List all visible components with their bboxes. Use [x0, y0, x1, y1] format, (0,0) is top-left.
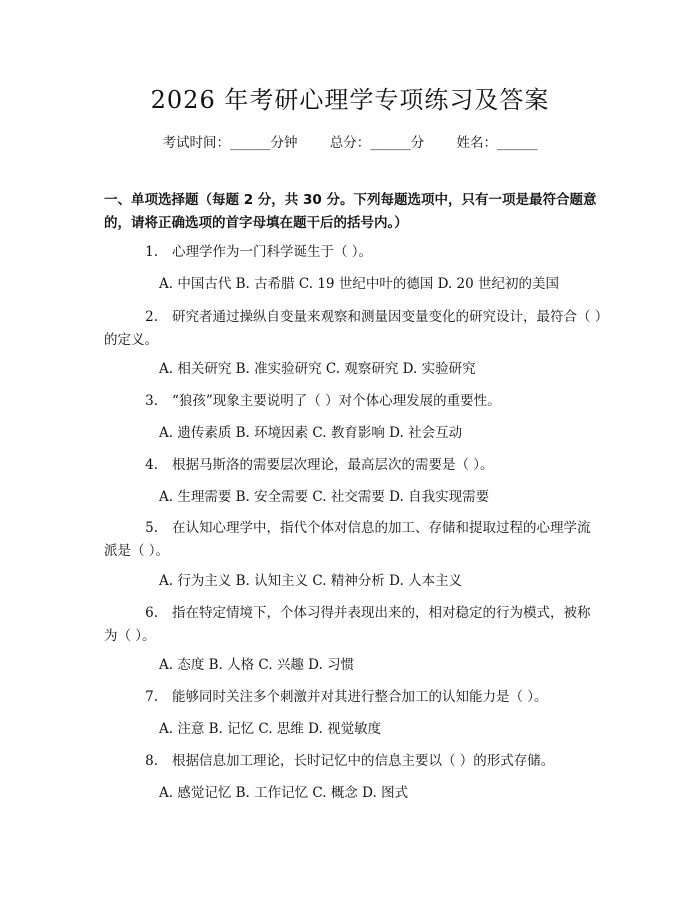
- question-1: [104, 241, 602, 264]
- question-number: 5.: [145, 520, 158, 536]
- question-number: 8.: [145, 753, 158, 769]
- question-stem: 根据马斯洛的需要层次理论，最高层次的需要是（ ）。: [172, 457, 494, 473]
- exam-time-field: 考试时间：______分钟: [162, 135, 298, 151]
- question-4: [104, 454, 602, 477]
- question-1-options: A. 中国古代 B. 古希腊 C. 19 世纪中叶的德国 D. 20 世纪初的美国: [159, 276, 560, 292]
- question-stem: 心理学作为一门科学诞生于（ ）。: [172, 244, 373, 260]
- question-stem: 指在特定情境下，个体习得并表现出来的，相对稳定的行为模式，被称为（ ）。: [104, 605, 591, 644]
- question-6-options: A. 态度 B. 人格 C. 兴趣 D. 习惯: [159, 657, 355, 673]
- question-number: 4.: [145, 457, 158, 473]
- question-number: 1.: [145, 244, 158, 260]
- question-2-options: A. 相关研究 B. 准实验研究 C. 观察研究 D. 实验研究: [159, 361, 476, 377]
- question-5: [104, 517, 602, 563]
- question-number: 7.: [145, 689, 158, 705]
- question-4-options: A. 生理需要 B. 安全需要 C. 社交需要 D. 自我实现需要: [159, 489, 490, 505]
- question-2: [104, 306, 602, 352]
- total-score-field: 总分：______分: [329, 135, 425, 151]
- question-number: 6.: [145, 605, 158, 621]
- question-stem: 根据信息加工理论，长时记忆中的信息主要以（ ）的形式存储。: [172, 753, 555, 769]
- question-number: 3.: [145, 393, 158, 409]
- exam-meta: [0, 131, 700, 151]
- question-3-options: A. 遗传素质 B. 环境因素 C. 教育影响 D. 社会互动: [159, 425, 463, 441]
- question-number: 2.: [145, 309, 158, 325]
- question-stem: 能够同时关注多个刺激并对其进行整合加工的认知能力是（ ）。: [172, 689, 548, 705]
- page-title: 2026 年考研心理学专项练习及答案: [150, 86, 550, 114]
- section-heading: 一、单项选择题（每题 2 分，共 30 分。下列每题选项中，只有一项是最符合题意的，请将正确选项的首字母填在题干后的括号内。）: [104, 192, 597, 231]
- question-5-options: A. 行为主义 B. 认知主义 C. 精神分析 D. 人本主义: [159, 573, 463, 589]
- question-7-options: A. 注意 B. 记忆 C. 思维 D. 视觉敏度: [159, 721, 382, 737]
- question-stem: 研究者通过操纵自变量来观察和测量因变量变化的研究设计，最符合（ ）的定义。: [104, 309, 602, 348]
- question-stem: “狼孩”现象主要说明了（ ）对个体心理发展的重要性。: [172, 393, 501, 409]
- question-6: [104, 602, 602, 648]
- student-name-field: 姓名：______: [456, 135, 538, 151]
- question-3: [104, 390, 602, 413]
- question-7: [104, 686, 602, 709]
- question-8: [104, 750, 602, 773]
- question-stem: 在认知心理学中，指代个体对信息的加工、存储和提取过程的心理学流派是（ ）。: [104, 520, 591, 559]
- question-8-options: A. 感觉记忆 B. 工作记忆 C. 概念 D. 图式: [159, 785, 409, 801]
